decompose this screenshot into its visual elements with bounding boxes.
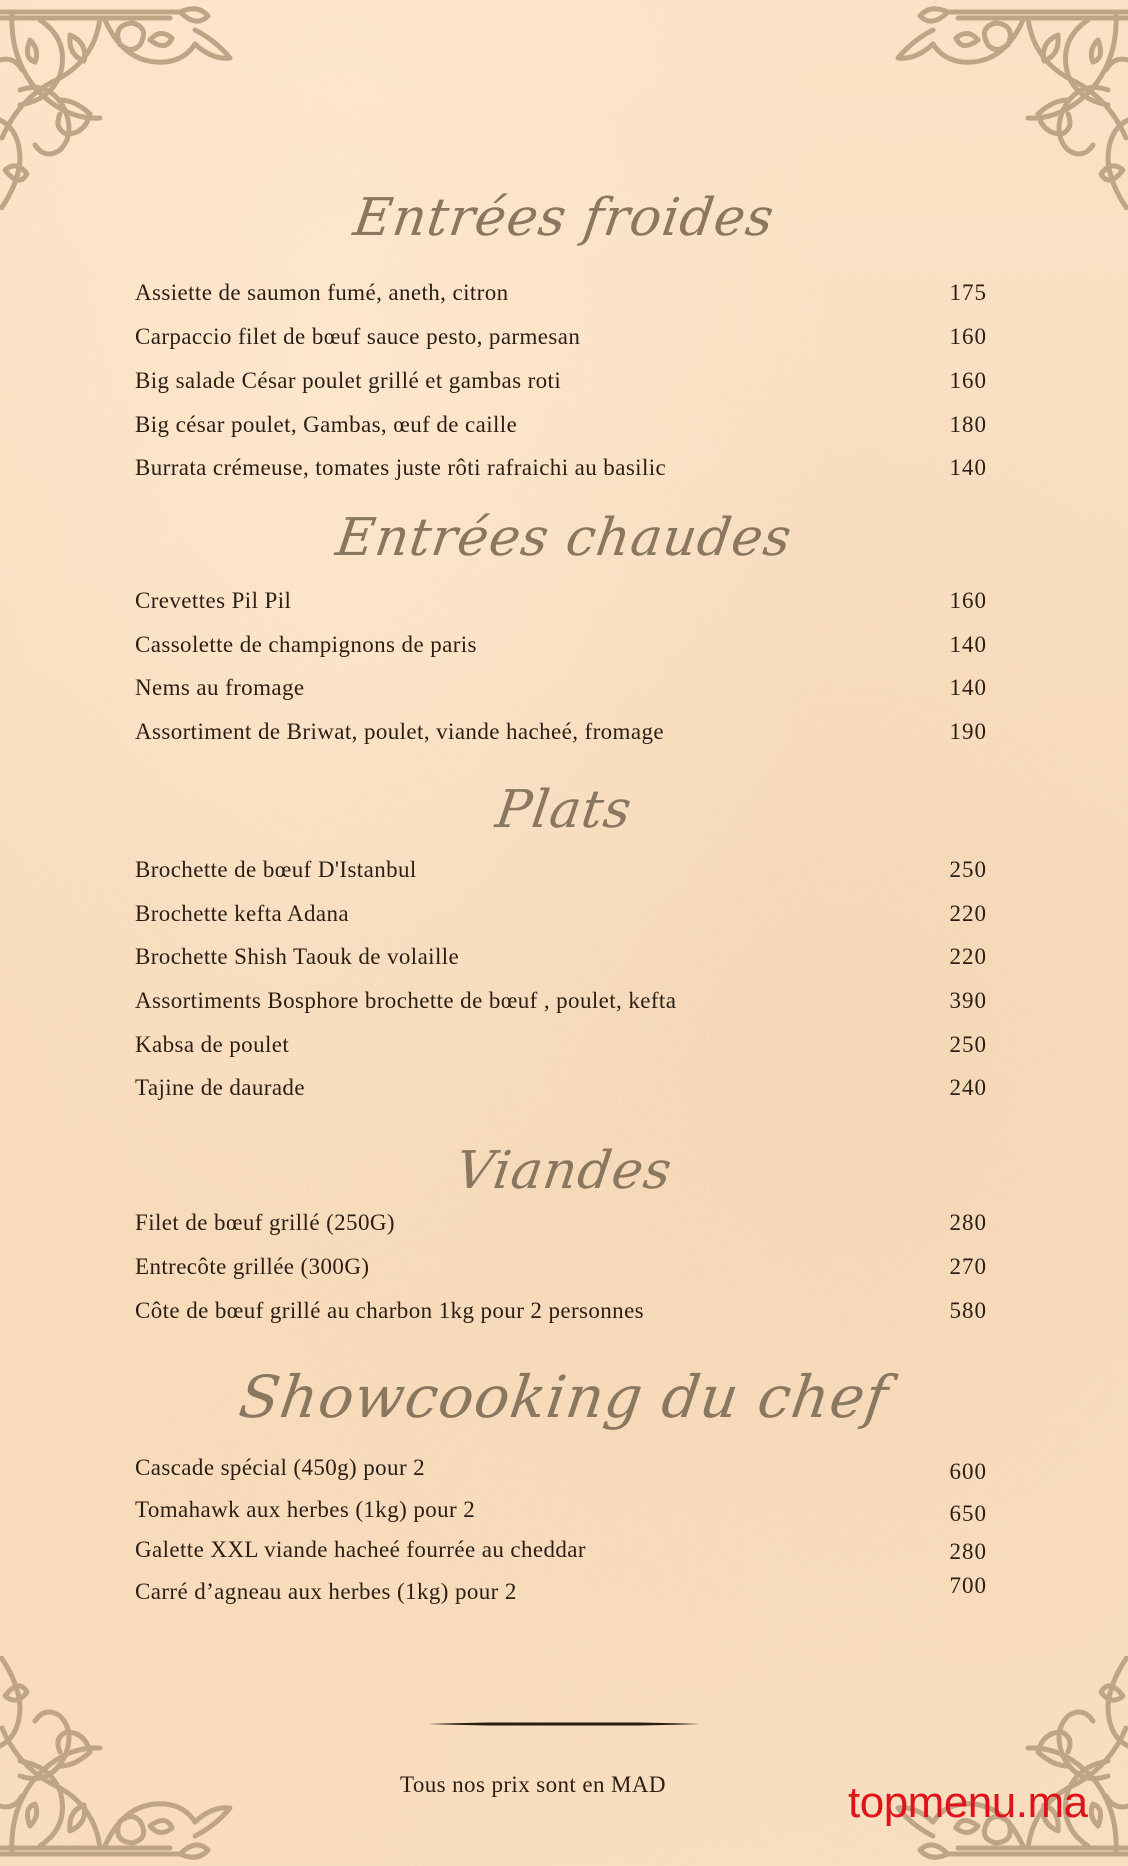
menu-item-price: 390 [949, 988, 987, 1013]
menu-item-price: 220 [949, 944, 987, 969]
menu-item [135, 453, 987, 483]
menu-item-name: Galette XXL viande hacheé fourrée au cheddar [135, 1537, 586, 1562]
menu-item-name: Big césar poulet, Gambas, œuf de caille [135, 412, 518, 437]
menu-item-name: Entrecôte grillée (300G) [135, 1254, 370, 1279]
menu-item-name: Kabsa de poulet [135, 1032, 290, 1057]
menu-item [135, 410, 987, 440]
menu-item-price: 280 [949, 1539, 987, 1564]
watermark: topmenu.ma [848, 1778, 1088, 1827]
corner-ornament-bottom-left [0, 1656, 240, 1866]
section-title-showcooking: Showcooking du chef [235, 1363, 893, 1431]
menu-item-name: Cassolette de champignons de paris [135, 632, 477, 657]
section-title-entrees-froides: Entrées froides [349, 188, 779, 248]
menu-item [135, 942, 987, 972]
menu-item [135, 586, 987, 616]
section-title-viandes: Viandes [452, 1141, 676, 1201]
menu-item-name: Côte de bœuf grillé au charbon 1kg pour 2 personnes [135, 1298, 645, 1323]
menu-item-price: 160 [949, 588, 987, 613]
menu-item-price: 140 [949, 632, 987, 657]
corner-ornament-bottom-right [888, 1656, 1128, 1866]
menu-item-price: 160 [949, 324, 987, 349]
menu-item-name: Assortiments Bosphore brochette de bœuf , poulet, kefta [135, 988, 677, 1013]
menu-item-price: 180 [949, 412, 987, 437]
footer-divider [428, 1720, 700, 1728]
menu-item [135, 366, 987, 396]
section-title-entrees-chaudes: Entrées chaudes [332, 508, 796, 568]
menu-item-price: 140 [949, 455, 987, 480]
menu-item-price: 140 [949, 675, 987, 700]
menu-item-name: Brochette kefta Adana [135, 901, 350, 926]
corner-ornament-top-right [888, 0, 1128, 210]
menu-item [135, 630, 987, 660]
menu-item-price: 600 [949, 1459, 987, 1484]
menu-item [135, 899, 987, 929]
menu-item-price: 160 [949, 368, 987, 393]
menu-item-price: 580 [949, 1298, 987, 1323]
menu-item [135, 1252, 987, 1282]
menu-item [135, 322, 987, 352]
menu-item [135, 986, 987, 1016]
menu-item-name: Assortiment de Briwat, poulet, viande hacheé, fromage [135, 719, 664, 744]
menu-item [135, 717, 987, 747]
menu-item [135, 1073, 987, 1103]
floral-corner-ornament-icon [0, 1656, 240, 1866]
floral-corner-ornament-icon [888, 1656, 1128, 1866]
menu-item-price: 175 [949, 280, 987, 305]
menu-item [135, 1453, 987, 1483]
tapered-line-divider-icon [428, 1720, 700, 1728]
menu-item [135, 855, 987, 885]
floral-corner-ornament-icon [888, 0, 1128, 210]
menu-item-name: Big salade César poulet grillé et gambas roti [135, 368, 562, 393]
menu-item-name: Brochette de bœuf D'Istanbul [135, 857, 417, 882]
menu-item-name: Nems au fromage [135, 675, 305, 700]
currency-note: Tous nos prix sont en MAD [400, 1772, 666, 1797]
menu-item-price: 700 [949, 1573, 987, 1598]
menu-item-price: 220 [949, 901, 987, 926]
menu-item-name: Tomahawk aux herbes (1kg) pour 2 [135, 1497, 476, 1522]
menu-item [135, 1495, 987, 1525]
menu-item-name: Cascade spécial (450g) pour 2 [135, 1455, 426, 1480]
menu-item [135, 278, 987, 308]
menu-item [135, 1296, 987, 1326]
menu-item-name: Carpaccio filet de bœuf sauce pesto, parmesan [135, 324, 581, 349]
floral-corner-ornament-icon [0, 0, 240, 210]
menu-item [135, 1573, 987, 1607]
section-title-plats: Plats [492, 780, 636, 840]
menu-item-price: 240 [949, 1075, 987, 1100]
menu-item-name: Brochette Shish Taouk de volaille [135, 944, 460, 969]
menu-item-price: 650 [949, 1501, 987, 1526]
menu-item-price: 250 [949, 1032, 987, 1057]
menu-item [135, 673, 987, 703]
menu-item-price: 270 [949, 1254, 987, 1279]
menu-item-name: Burrata crémeuse, tomates juste rôti rafraichi au basilic [135, 455, 667, 480]
menu-item-price: 250 [949, 857, 987, 882]
menu-item-name: Assiette de saumon fumé, aneth, citron [135, 280, 509, 305]
menu-item-price: 280 [949, 1210, 987, 1235]
menu-item-name: Crevettes Pil Pil [135, 588, 292, 613]
menu-item [135, 1535, 987, 1565]
menu-item-price: 190 [949, 719, 987, 744]
corner-ornament-top-left [0, 0, 240, 210]
menu-item-name: Tajine de daurade [135, 1075, 305, 1100]
menu-item [135, 1208, 987, 1238]
menu-item-name: Carré d’agneau aux herbes (1kg) pour 2 [135, 1579, 517, 1604]
menu-item [135, 1030, 987, 1060]
menu-item-name: Filet de bœuf grillé (250G) [135, 1210, 395, 1235]
